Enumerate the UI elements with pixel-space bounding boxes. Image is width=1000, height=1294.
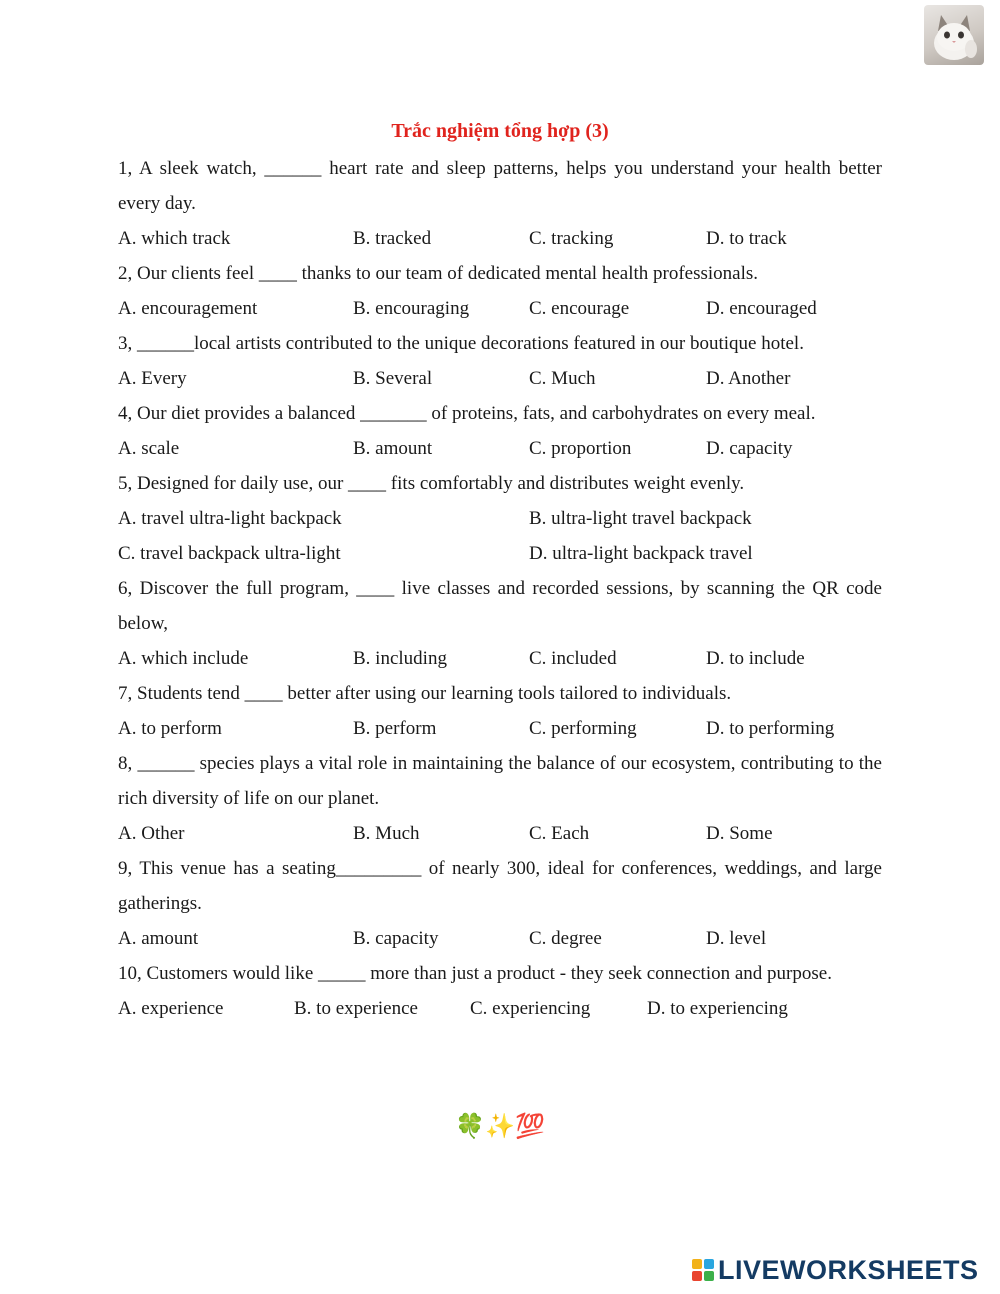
question-3: 3, ______local artists contributed to the unique decorations featured in our boutique hotel. — [118, 333, 804, 354]
option-1-d[interactable]: D. to track — [706, 228, 787, 249]
option-2-a[interactable]: A. encouragement — [118, 298, 258, 319]
question-4: 4, Our diet provides a balanced _______ of proteins, fats, and carbohydrates on every meal. — [118, 403, 816, 424]
option-1-a[interactable]: A. which track — [118, 228, 231, 249]
options-6 — [118, 641, 882, 676]
avatar — [924, 5, 984, 65]
option-3-c[interactable]: C. Much — [529, 368, 596, 389]
option-8-d[interactable]: D. Some — [706, 823, 773, 844]
option-4-c[interactable]: C. proportion — [529, 438, 632, 459]
option-5-a[interactable]: A. travel ultra-light backpack — [118, 508, 342, 529]
options-10 — [118, 991, 882, 1026]
option-2-b[interactable]: B. encouraging — [353, 298, 470, 319]
option-6-d[interactable]: D. to include — [706, 648, 805, 669]
option-10-d[interactable]: D. to experiencing — [647, 998, 788, 1019]
option-9-b[interactable]: B. capacity — [353, 928, 439, 949]
footer-emoji: 🍀✨💯 — [455, 1112, 545, 1140]
option-7-c[interactable]: C. performing — [529, 718, 637, 739]
option-9-a[interactable]: A. amount — [118, 928, 199, 949]
option-3-b[interactable]: B. Several — [353, 368, 433, 389]
brand-name: LIVEWORKSHEETS — [718, 1255, 979, 1285]
option-8-c[interactable]: C. Each — [529, 823, 590, 844]
options-5-row-1 — [118, 501, 882, 536]
option-5-d[interactable]: D. ultra-light backpack travel — [529, 543, 753, 564]
option-4-d[interactable]: D. capacity — [706, 438, 793, 459]
question-9: 9, This venue has a seating_________ of nearly 300, ideal for conferences, weddings, and large gatherings. — [118, 858, 882, 914]
option-2-c[interactable]: C. encourage — [529, 298, 630, 319]
options-7 — [118, 711, 882, 746]
question-5: 5, Designed for daily use, our ____ fits comfortably and distributes weight evenly. — [118, 473, 745, 494]
option-3-d[interactable]: D. Another — [706, 368, 791, 389]
option-1-c[interactable]: C. tracking — [529, 228, 614, 249]
option-7-a[interactable]: A. to perform — [118, 718, 222, 739]
options-8 — [118, 816, 882, 851]
question-7: 7, Students tend ____ better after using our learning tools tailored to individuals. — [118, 683, 732, 704]
option-1-b[interactable]: B. tracked — [353, 228, 432, 249]
option-5-c[interactable]: C. travel backpack ultra-light — [118, 543, 341, 564]
option-6-b[interactable]: B. including — [353, 648, 447, 669]
question-1: 1, A sleek watch, ______ heart rate and sleep patterns, helps you understand your health better every day. — [118, 158, 882, 214]
options-5-row-2 — [118, 536, 882, 571]
options-4 — [118, 431, 882, 466]
question-list — [118, 151, 882, 1026]
liveworksheets-logo-icon — [692, 1259, 714, 1281]
option-10-b[interactable]: B. to experience — [294, 998, 418, 1019]
options-9 — [118, 921, 882, 956]
option-8-b[interactable]: B. Much — [353, 823, 420, 844]
option-10-c[interactable]: C. experiencing — [470, 998, 591, 1019]
options-2 — [118, 291, 882, 326]
brand-logo[interactable] — [692, 1254, 979, 1286]
question-10: 10, Customers would like _____ more than just a product - they seek connection and purpose. — [118, 963, 832, 984]
option-8-a[interactable]: A. Other — [118, 823, 185, 844]
option-7-b[interactable]: B. perform — [353, 718, 437, 739]
option-9-d[interactable]: D. level — [706, 928, 767, 949]
option-3-a[interactable]: A. Every — [118, 368, 187, 389]
option-4-b[interactable]: B. amount — [353, 438, 433, 459]
option-9-c[interactable]: C. degree — [529, 928, 602, 949]
option-4-a[interactable]: A. scale — [118, 438, 180, 459]
option-10-a[interactable]: A. experience — [118, 998, 224, 1019]
option-5-b[interactable]: B. ultra-light travel backpack — [529, 508, 752, 529]
option-6-a[interactable]: A. which include — [118, 648, 249, 669]
option-6-c[interactable]: C. included — [529, 648, 617, 669]
options-1 — [118, 221, 882, 256]
question-2: 2, Our clients feel ____ thanks to our team of dedicated mental health professionals. — [118, 263, 759, 284]
question-8: 8, ______ species plays a vital role in maintaining the balance of our ecosystem, contributing to the rich diversity of life on our planet. — [118, 753, 882, 809]
question-6: 6, Discover the full program, ____ live classes and recorded sessions, by scanning the QR code below, — [118, 578, 882, 634]
option-7-d[interactable]: D. to performing — [706, 718, 835, 739]
options-3 — [118, 361, 882, 396]
page-title: Trắc nghiệm tổng hợp (3) — [391, 120, 609, 142]
option-2-d[interactable]: D. encouraged — [706, 298, 817, 319]
cat-photo-icon — [924, 5, 984, 65]
